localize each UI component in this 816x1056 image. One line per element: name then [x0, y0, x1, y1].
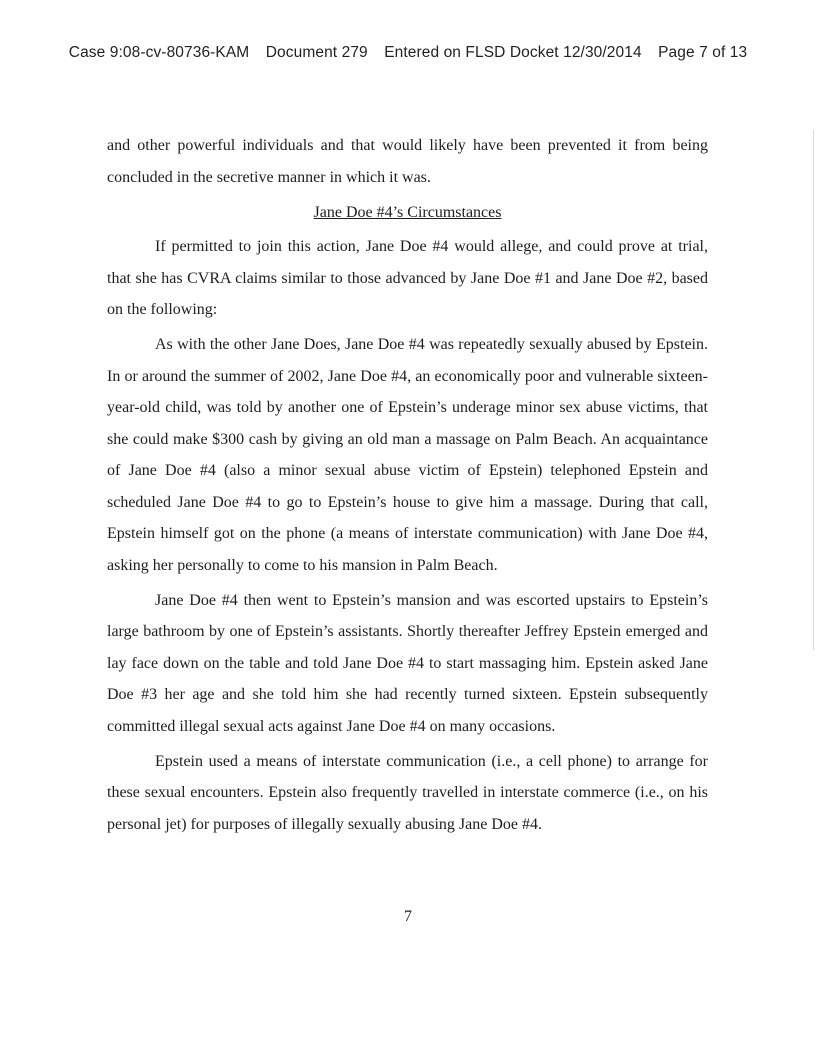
section-heading: Jane Doe #4’s Circumstances [313, 203, 502, 221]
document-body [107, 130, 708, 844]
scan-edge-line [813, 130, 814, 650]
document-number: Document 279 [265, 44, 368, 61]
docket-header [0, 44, 816, 62]
continued-paragraph: and other powerful individuals and that would likely have been prevented it from being concluded in the secretive manner in which it was. [107, 137, 708, 186]
page-count: Page 7 of 13 [658, 44, 748, 61]
paragraph-interstate-commerce: Epstein used a means of interstate communication (i.e., a cell phone) to arrange for these sexual encounters. Epstein also frequently travelled in interstate commerce (i.e., on his personal jet) for purposes of illegally sexually abusing Jane Doe #4. [107, 752, 708, 833]
paragraph-mansion-visit: Jane Doe #4 then went to Epstein’s mansion and was escorted upstairs to Epstein’s large bathroom by one of Epstein’s assistants. Shortly thereafter Jeffrey Epstein emerged and lay face down on the table and told Jane Doe #4 to start massaging him. Epstein asked Jane Doe #3 her age and she told him she had recently turned sixteen. Epstein subsequently committed illegal sexual acts against Jane Doe #4 on many occasions. [107, 591, 708, 735]
paragraph-intro: If permitted to join this action, Jane Doe #4 would allege, and could prove at trial, that she has CVRA claims similar to those advanced by Jane Doe #1 and Jane Doe #2, based on the following: [107, 238, 708, 318]
case-number: Case 9:08-cv-80736-KAM [68, 44, 250, 61]
paragraph-abuse-account: As with the other Jane Does, Jane Doe #4 was repeatedly sexually abused by Epstein. In or around the summer of 2002, Jane Doe #4, an economically poor and vulnerable sixteen-year-old child, was told by another one of Epstein’s underage minor sex abuse victims, that she could make $300 cash by giving an old man a massage on Palm Beach. An acquaintance of Jane Doe #4 (also a minor sexual abuse victim of Epstein) telephoned Epstein and scheduled Jane Doe #4 to go to Epstein’s house to give him a massage. During that call, Epstein himself got on the phone (a means of interstate communication) with Jane Doe #4, asking her personally to come to his mansion in Palm Beach. [107, 336, 708, 574]
docket-entry: Entered on FLSD Docket 12/30/2014 [384, 44, 642, 61]
page-number: 7 [404, 908, 412, 925]
